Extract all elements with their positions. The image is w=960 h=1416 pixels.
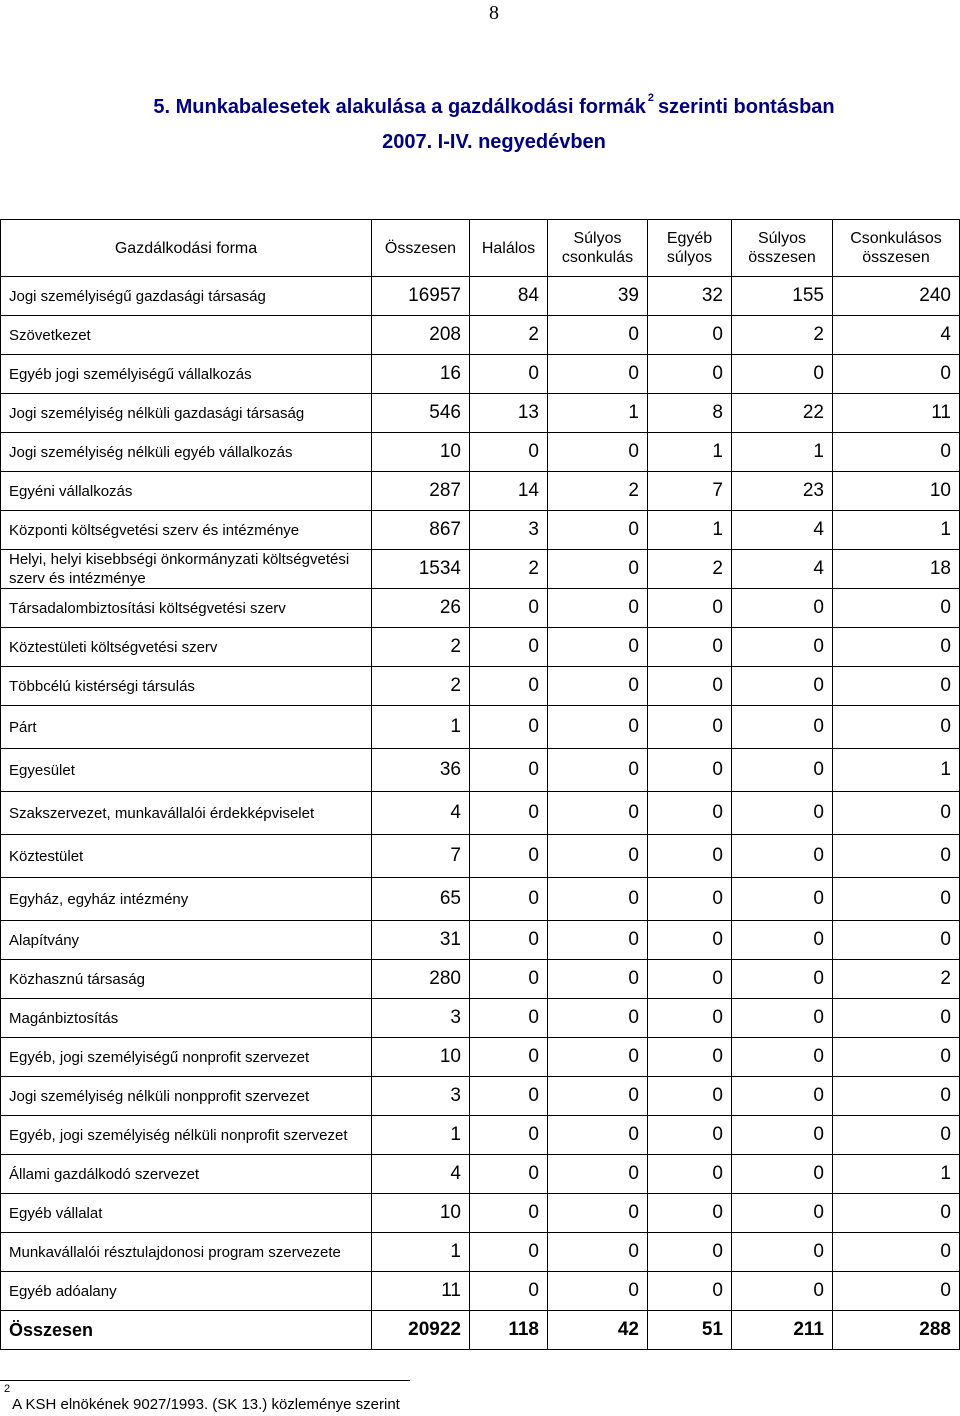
row-label: Köztestületi költségvetési szerv: [1, 628, 372, 667]
row-label: Szövetkezet: [1, 316, 372, 355]
cell-value: 0: [833, 628, 960, 667]
row-label: Egyéb, jogi személyiségű nonprofit szervezet: [1, 1038, 372, 1077]
cell-value: 0: [833, 878, 960, 921]
cell-value: 2: [372, 667, 470, 706]
cell-value: 0: [548, 706, 648, 749]
cell-value: 211: [732, 1311, 833, 1350]
cell-value: 0: [833, 667, 960, 706]
table-row: [1, 628, 960, 667]
table-row: [1, 355, 960, 394]
title-text: 5. Munkabalesetek alakulása a gazdálkodási formák: [153, 96, 646, 118]
cell-value: 0: [648, 1272, 732, 1311]
cell-value: 0: [548, 628, 648, 667]
cell-value: 0: [648, 1116, 732, 1155]
cell-value: 0: [470, 749, 548, 792]
row-label: Társadalombiztosítási költségvetési szerv: [1, 589, 372, 628]
cell-value: 0: [648, 706, 732, 749]
cell-value: 1: [732, 433, 833, 472]
cell-value: 4: [732, 511, 833, 550]
cell-value: 0: [648, 355, 732, 394]
cell-value: 280: [372, 960, 470, 999]
cell-value: 0: [470, 706, 548, 749]
cell-value: 0: [548, 921, 648, 960]
cell-value: 0: [732, 1077, 833, 1116]
row-label: Magánbiztosítás: [1, 999, 372, 1038]
row-label: Egyéb vállalat: [1, 1194, 372, 1233]
row-label: Egyéni vállalkozás: [1, 472, 372, 511]
cell-value: 0: [548, 316, 648, 355]
table-header-row: [1, 220, 960, 277]
table-row: [1, 921, 960, 960]
row-label: Jogi személyiségű gazdasági társaság: [1, 277, 372, 316]
cell-value: 0: [470, 1116, 548, 1155]
column-header: Gazdálkodási forma: [1, 220, 372, 277]
cell-value: 2: [833, 960, 960, 999]
row-label: Szakszervezet, munkavállalói érdekképviselet: [1, 792, 372, 835]
page-subtitle: 2007. I-IV. negyedévben: [382, 131, 606, 153]
row-label: Jogi személyiség nélküli nonpprofit szervezet: [1, 1077, 372, 1116]
table-row: [1, 749, 960, 792]
cell-value: 0: [648, 792, 732, 835]
page-title: [0, 92, 960, 119]
cell-value: 2: [648, 550, 732, 589]
cell-value: 0: [732, 1116, 833, 1155]
cell-value: 0: [648, 835, 732, 878]
cell-value: 0: [548, 878, 648, 921]
cell-value: 0: [833, 835, 960, 878]
cell-value: 0: [548, 835, 648, 878]
cell-value: 0: [833, 999, 960, 1038]
cell-value: 0: [833, 1116, 960, 1155]
table-row: [1, 1194, 960, 1233]
cell-value: 0: [648, 628, 732, 667]
footnote-text: A KSH elnökének 9027/1993. (SK 13.) közleménye szerint: [12, 1396, 400, 1413]
table-row: [1, 960, 960, 999]
cell-value: 0: [833, 355, 960, 394]
page-number: 8: [489, 2, 499, 24]
cell-value: 0: [548, 1155, 648, 1194]
cell-value: 32: [648, 277, 732, 316]
row-label: Munkavállalói résztulajdonosi program szervezete: [1, 1233, 372, 1272]
cell-value: 0: [732, 921, 833, 960]
row-label: Központi költségvetési szerv és intézménye: [1, 511, 372, 550]
row-label: Többcélú kistérségi társulás: [1, 667, 372, 706]
cell-value: 287: [372, 472, 470, 511]
cell-value: 0: [732, 589, 833, 628]
cell-value: 4: [372, 792, 470, 835]
cell-value: 0: [732, 1194, 833, 1233]
cell-value: 10: [372, 1038, 470, 1077]
cell-value: 0: [548, 1077, 648, 1116]
cell-value: 42: [548, 1311, 648, 1350]
cell-value: 0: [833, 1233, 960, 1272]
cell-value: 65: [372, 878, 470, 921]
cell-value: 20922: [372, 1311, 470, 1350]
cell-value: 0: [548, 550, 648, 589]
cell-value: 0: [833, 1272, 960, 1311]
cell-value: 11: [372, 1272, 470, 1311]
cell-value: 7: [372, 835, 470, 878]
table-row: [1, 394, 960, 433]
column-header: Súlyos összesen: [732, 220, 833, 277]
table-row: [1, 999, 960, 1038]
table-row: [1, 472, 960, 511]
cell-value: 0: [648, 960, 732, 999]
row-label: Egyéb jogi személyiségű vállalkozás: [1, 355, 372, 394]
row-label: Egyéb adóalany: [1, 1272, 372, 1311]
cell-value: 23: [732, 472, 833, 511]
cell-value: 0: [470, 1233, 548, 1272]
cell-value: 0: [732, 628, 833, 667]
cell-value: 0: [548, 433, 648, 472]
table-row: [1, 706, 960, 749]
cell-value: 0: [470, 628, 548, 667]
row-label: Helyi, helyi kisebbségi önkormányzati költségvetési szerv és intézménye: [1, 550, 372, 589]
cell-value: 18: [833, 550, 960, 589]
row-label: Alapítvány: [1, 921, 372, 960]
row-label: Egyesület: [1, 749, 372, 792]
table-row: [1, 277, 960, 316]
cell-value: 0: [648, 749, 732, 792]
cell-value: 0: [648, 589, 732, 628]
cell-value: 0: [470, 589, 548, 628]
table-row: [1, 1155, 960, 1194]
cell-value: 2: [470, 550, 548, 589]
cell-value: 0: [732, 1155, 833, 1194]
cell-value: 0: [470, 792, 548, 835]
cell-value: 0: [732, 960, 833, 999]
cell-value: 208: [372, 316, 470, 355]
cell-value: 1534: [372, 550, 470, 589]
cell-value: 0: [648, 1233, 732, 1272]
table-row: [1, 667, 960, 706]
cell-value: 3: [470, 511, 548, 550]
column-header: Összesen: [372, 220, 470, 277]
cell-value: 0: [732, 999, 833, 1038]
cell-value: 546: [372, 394, 470, 433]
cell-value: 0: [732, 1038, 833, 1077]
column-header: Súlyos csonkulás: [548, 220, 648, 277]
cell-value: 0: [548, 960, 648, 999]
footnote-mark: 2: [4, 1383, 11, 1395]
cell-value: 0: [833, 1038, 960, 1077]
table-row: [1, 835, 960, 878]
cell-value: 14: [470, 472, 548, 511]
cell-value: 0: [833, 433, 960, 472]
cell-value: 0: [833, 589, 960, 628]
cell-value: 0: [648, 1194, 732, 1233]
cell-value: 1: [833, 511, 960, 550]
cell-value: 16: [372, 355, 470, 394]
cell-value: 1: [648, 433, 732, 472]
cell-value: 31: [372, 921, 470, 960]
cell-value: 0: [548, 792, 648, 835]
table-row: [1, 433, 960, 472]
title-footnote-mark: 2: [647, 92, 654, 104]
table-row: [1, 511, 960, 550]
cell-value: 0: [548, 1233, 648, 1272]
table-row: [1, 1116, 960, 1155]
cell-value: 0: [648, 316, 732, 355]
cell-value: 0: [833, 706, 960, 749]
cell-value: 1: [372, 1233, 470, 1272]
cell-value: 0: [548, 999, 648, 1038]
cell-value: 867: [372, 511, 470, 550]
cell-value: 16957: [372, 277, 470, 316]
cell-value: 0: [470, 1038, 548, 1077]
cell-value: 4: [372, 1155, 470, 1194]
cell-value: 7: [648, 472, 732, 511]
title-text-end: szerinti bontásban: [657, 96, 835, 118]
cell-value: 10: [372, 1194, 470, 1233]
row-label: Párt: [1, 706, 372, 749]
cell-value: 1: [648, 511, 732, 550]
table-row: [1, 878, 960, 921]
cell-value: 0: [548, 1116, 648, 1155]
cell-value: 0: [732, 792, 833, 835]
cell-value: 0: [470, 355, 548, 394]
table-row: [1, 1272, 960, 1311]
cell-value: 0: [833, 1077, 960, 1116]
cell-value: 51: [648, 1311, 732, 1350]
cell-value: 0: [648, 1155, 732, 1194]
cell-value: 0: [470, 878, 548, 921]
table-row: [1, 550, 960, 589]
cell-value: 0: [548, 511, 648, 550]
cell-value: 3: [372, 999, 470, 1038]
column-header: Halálos: [470, 220, 548, 277]
cell-value: 0: [833, 1194, 960, 1233]
cell-value: 0: [470, 921, 548, 960]
cell-value: 0: [648, 1038, 732, 1077]
cell-value: 13: [470, 394, 548, 433]
cell-value: 4: [732, 550, 833, 589]
table-row: [1, 1233, 960, 1272]
cell-value: 26: [372, 589, 470, 628]
cell-value: 39: [548, 277, 648, 316]
column-header: Csonkulásos összesen: [833, 220, 960, 277]
cell-value: 0: [833, 921, 960, 960]
cell-value: 0: [732, 1272, 833, 1311]
cell-value: 2: [470, 316, 548, 355]
cell-value: 8: [648, 394, 732, 433]
cell-value: 1: [372, 1116, 470, 1155]
row-label: Összesen: [1, 1311, 372, 1350]
cell-value: 0: [648, 921, 732, 960]
cell-value: 0: [732, 878, 833, 921]
cell-value: 155: [732, 277, 833, 316]
cell-value: 118: [470, 1311, 548, 1350]
row-label: Jogi személyiség nélküli gazdasági társaság: [1, 394, 372, 433]
cell-value: 2: [548, 472, 648, 511]
cell-value: 288: [833, 1311, 960, 1350]
cell-value: 0: [470, 1194, 548, 1233]
cell-value: 0: [732, 1233, 833, 1272]
row-label: Jogi személyiség nélküli egyéb vállalkozás: [1, 433, 372, 472]
cell-value: 2: [372, 628, 470, 667]
cell-value: 1: [833, 1155, 960, 1194]
cell-value: 0: [732, 749, 833, 792]
cell-value: 0: [548, 1038, 648, 1077]
table-row: [1, 316, 960, 355]
cell-value: 0: [470, 835, 548, 878]
table-row: [1, 1077, 960, 1116]
cell-value: 10: [372, 433, 470, 472]
row-label: Köztestület: [1, 835, 372, 878]
cell-value: 0: [548, 749, 648, 792]
cell-value: 1: [548, 394, 648, 433]
cell-value: 0: [548, 589, 648, 628]
table-row: [1, 1038, 960, 1077]
cell-value: 0: [470, 667, 548, 706]
cell-value: 0: [732, 667, 833, 706]
row-label: Közhasznú társaság: [1, 960, 372, 999]
cell-value: 2: [732, 316, 833, 355]
cell-value: 1: [833, 749, 960, 792]
cell-value: 11: [833, 394, 960, 433]
table-total-row: [1, 1311, 960, 1350]
column-header: Egyéb súlyos: [648, 220, 732, 277]
table-row: [1, 792, 960, 835]
row-label: Egyház, egyház intézmény: [1, 878, 372, 921]
cell-value: 0: [648, 1077, 732, 1116]
cell-value: 0: [648, 999, 732, 1038]
table-row: [1, 589, 960, 628]
footnote-divider: [0, 1380, 410, 1381]
cell-value: 22: [732, 394, 833, 433]
cell-value: 0: [470, 999, 548, 1038]
cell-value: 0: [548, 1194, 648, 1233]
cell-value: 0: [732, 706, 833, 749]
cell-value: 0: [732, 355, 833, 394]
cell-value: 0: [548, 667, 648, 706]
cell-value: 0: [470, 1155, 548, 1194]
cell-value: 10: [833, 472, 960, 511]
cell-value: 240: [833, 277, 960, 316]
cell-value: 0: [648, 878, 732, 921]
cell-value: 0: [470, 1077, 548, 1116]
cell-value: 4: [833, 316, 960, 355]
cell-value: 0: [470, 960, 548, 999]
cell-value: 0: [548, 355, 648, 394]
cell-value: 3: [372, 1077, 470, 1116]
cell-value: 0: [470, 433, 548, 472]
cell-value: 0: [833, 792, 960, 835]
table-body: [1, 277, 960, 1350]
row-label: Egyéb, jogi személyiség nélküli nonprofit szervezet: [1, 1116, 372, 1155]
footnote: [4, 1383, 400, 1413]
cell-value: 1: [372, 706, 470, 749]
cell-value: 0: [648, 667, 732, 706]
cell-value: 84: [470, 277, 548, 316]
row-label: Állami gazdálkodó szervezet: [1, 1155, 372, 1194]
cell-value: 0: [470, 1272, 548, 1311]
accident-table: [0, 219, 960, 1350]
cell-value: 36: [372, 749, 470, 792]
cell-value: 0: [732, 835, 833, 878]
cell-value: 0: [548, 1272, 648, 1311]
